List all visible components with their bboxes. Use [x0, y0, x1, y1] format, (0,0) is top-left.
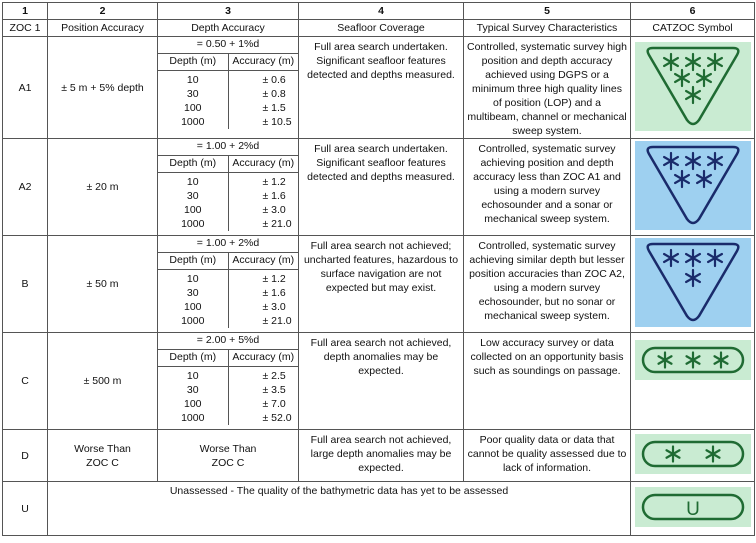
- seafloor-coverage: Full area search undertaken. Significant seafloor features detected and depths measured.: [299, 139, 464, 236]
- column-label: Seafloor Coverage: [299, 20, 464, 37]
- column-label: Position Accuracy: [48, 20, 158, 37]
- depth-values: 10 30 100 1000: [158, 270, 228, 329]
- zoc-row-b: [3, 236, 755, 333]
- depth-accuracy-table: [158, 333, 298, 425]
- column-number: 3: [158, 3, 299, 20]
- survey-characteristics: Poor quality data or data that cannot be quality assessed due to lack of information.: [464, 430, 631, 482]
- position-accuracy: ± 20 m: [48, 139, 158, 236]
- column-label: Depth Accuracy: [158, 20, 299, 37]
- zoc-category: B: [3, 236, 48, 333]
- position-accuracy: ± 500 m: [48, 333, 158, 430]
- seafloor-coverage: Full area search undertaken. Significant seafloor features detected and depths measured.: [299, 37, 464, 139]
- zoc-category: C: [3, 333, 48, 430]
- depth-accuracy-cell: [158, 236, 299, 333]
- accuracy-header: Accuracy (m): [228, 350, 298, 367]
- column-label-row: [3, 20, 755, 37]
- zoc-row-a2: [3, 139, 755, 236]
- zoc-category: A1: [3, 37, 48, 139]
- seafloor-coverage: Full area search not achieved; uncharted features, hazardous to surface navigation are not expected but may exist.: [299, 236, 464, 333]
- catzoc-symbol-cell: [631, 139, 755, 236]
- catzoc-table: [2, 2, 755, 536]
- seafloor-coverage: Full area search not achieved, depth anomalies may be expected.: [299, 333, 464, 430]
- seafloor-coverage: Full area search not achieved, large depth anomalies may be expected.: [299, 430, 464, 482]
- zoc-category: U: [3, 482, 48, 536]
- column-number: 2: [48, 3, 158, 20]
- zoc-category: A2: [3, 139, 48, 236]
- depth-header: Depth (m): [158, 253, 228, 270]
- column-number: 5: [464, 3, 631, 20]
- zoc-row-u: [3, 482, 755, 536]
- position-accuracy: ± 50 m: [48, 236, 158, 333]
- catzoc-symbol-cell: [631, 430, 755, 482]
- depth-formula: = 0.50 + 1%d: [196, 38, 260, 50]
- depth-accuracy-table: [158, 139, 298, 231]
- accuracy-values: ± 0.6 ± 0.8 ± 1.5 ± 10.5: [228, 71, 298, 130]
- depth-accuracy-table: [158, 37, 298, 129]
- unassessed-note: Unassessed - The quality of the bathymetric data has yet to be assessed: [48, 482, 631, 536]
- column-number-row: [3, 3, 755, 20]
- depth-header: Depth (m): [158, 350, 228, 367]
- depth-accuracy-cell: [158, 333, 299, 430]
- accuracy-values: ± 2.5 ± 3.5 ± 7.0 ± 52.0: [228, 367, 298, 426]
- catzoc-symbol-cell: [631, 482, 755, 536]
- survey-characteristics: Controlled, systematic survey high position and depth accuracy achieved using DGPS or a minimum three high quality lines of position (LOP) and a multibeam, channel or mechanical sweep system.: [464, 37, 631, 139]
- depth-accuracy-cell: [158, 37, 299, 139]
- depth-accuracy-cell: [158, 139, 299, 236]
- column-number: 4: [299, 3, 464, 20]
- catzoc-a1-symbol-icon: [635, 42, 751, 134]
- accuracy-header: Accuracy (m): [228, 54, 298, 71]
- catzoc-symbol-cell: [631, 333, 755, 430]
- catzoc-a2-symbol-icon: [635, 141, 751, 233]
- column-label: Typical Survey Characteristics: [464, 20, 631, 37]
- depth-values: 10 30 100 1000: [158, 173, 228, 232]
- accuracy-header: Accuracy (m): [228, 156, 298, 173]
- accuracy-header: Accuracy (m): [228, 253, 298, 270]
- catzoc-b-symbol-icon: [635, 238, 751, 330]
- catzoc-symbol-cell: [631, 236, 755, 333]
- zoc-category: D: [3, 430, 48, 482]
- depth-header: Depth (m): [158, 54, 228, 71]
- column-label: ZOC 1: [3, 20, 48, 37]
- catzoc-letter: U: [685, 499, 700, 520]
- column-number: 6: [631, 3, 755, 20]
- accuracy-values: ± 1.2 ± 1.6 ± 3.0 ± 21.0: [228, 173, 298, 232]
- depth-accuracy: Worse Than ZOC C: [158, 430, 299, 482]
- zoc-row-a1: [3, 37, 755, 139]
- position-accuracy: ± 5 m + 5% depth: [48, 37, 158, 139]
- position-accuracy: Worse Than ZOC C: [48, 430, 158, 482]
- depth-header: Depth (m): [158, 156, 228, 173]
- column-number: 1: [3, 3, 48, 20]
- catzoc-symbol-cell: [631, 37, 755, 139]
- depth-values: 10 30 100 1000: [158, 71, 228, 130]
- accuracy-values: ± 1.2 ± 1.6 ± 3.0 ± 21.0: [228, 270, 298, 329]
- survey-characteristics: Low accuracy survey or data collected on an opportunity basis such as soundings on passage.: [464, 333, 631, 430]
- depth-formula: = 1.00 + 2%d: [196, 237, 260, 249]
- depth-formula: = 1.00 + 2%d: [196, 140, 260, 152]
- column-label: CATZOC Symbol: [631, 20, 755, 37]
- zoc-row-d: [3, 430, 755, 482]
- catzoc-u-symbol-icon: [635, 487, 751, 530]
- survey-characteristics: Controlled, systematic survey achieving similar depth but lesser position accuracies than ZOC A2, using a modern survey echosounder, but no sonar or mechanical sweep system.: [464, 236, 631, 333]
- depth-accuracy-table: [158, 236, 298, 328]
- depth-formula: = 2.00 + 5%d: [196, 334, 260, 346]
- zoc-row-c: [3, 333, 755, 430]
- survey-characteristics: Controlled, systematic survey achieving position and depth accuracy less than ZOC A1 and using a modern survey echosounder and a sonar or mechanical sweep system.: [464, 139, 631, 236]
- depth-values: 10 30 100 1000: [158, 367, 228, 426]
- catzoc-c-symbol-icon: [635, 340, 751, 383]
- catzoc-d-symbol-icon: [635, 434, 751, 477]
